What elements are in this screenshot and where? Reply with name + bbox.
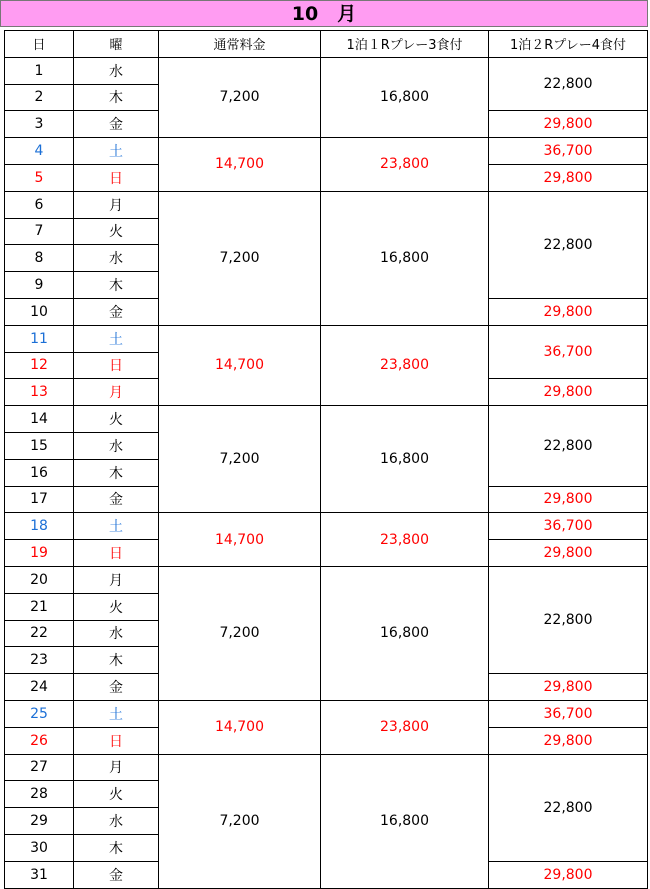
plan2-cell: 29,800: [489, 727, 648, 754]
day-cell: 8: [5, 245, 74, 272]
day-cell: 24: [5, 674, 74, 701]
header-plan-1r: 1泊１Rプレー3食付: [321, 31, 489, 58]
plan2-cell: 22,800: [489, 406, 648, 486]
weekday-cell: 土: [74, 325, 159, 352]
weekday-cell: 土: [74, 513, 159, 540]
day-cell: 27: [5, 754, 74, 781]
header-plan-2r: 1泊２Rプレー4食付: [489, 31, 648, 58]
table-row: [5, 57, 648, 84]
table-row: [5, 406, 648, 433]
normal-rate-cell: 7,200: [159, 566, 321, 700]
day-cell: 19: [5, 540, 74, 567]
plan2-cell: 29,800: [489, 674, 648, 701]
plan1-cell: 23,800: [321, 513, 489, 567]
day-cell: 11: [5, 325, 74, 352]
weekday-cell: 木: [74, 272, 159, 299]
plan2-cell: 22,800: [489, 754, 648, 861]
day-cell: 5: [5, 164, 74, 191]
normal-rate-cell: 14,700: [159, 138, 321, 192]
day-cell: 6: [5, 191, 74, 218]
plan2-cell: 29,800: [489, 164, 648, 191]
plan2-cell: 36,700: [489, 138, 648, 165]
price-table: [4, 30, 648, 889]
normal-rate-cell: 14,700: [159, 700, 321, 754]
table-row: [5, 754, 648, 781]
plan2-cell: 29,800: [489, 486, 648, 513]
day-cell: 30: [5, 834, 74, 861]
plan2-cell: 29,800: [489, 861, 648, 888]
weekday-cell: 月: [74, 379, 159, 406]
weekday-cell: 月: [74, 566, 159, 593]
day-cell: 18: [5, 513, 74, 540]
plan2-cell: 29,800: [489, 540, 648, 567]
day-cell: 25: [5, 700, 74, 727]
day-cell: 9: [5, 272, 74, 299]
day-cell: 16: [5, 459, 74, 486]
plan1-cell: 16,800: [321, 566, 489, 700]
weekday-cell: 金: [74, 486, 159, 513]
day-cell: 22: [5, 620, 74, 647]
plan1-cell: 23,800: [321, 700, 489, 754]
weekday-cell: 火: [74, 593, 159, 620]
weekday-cell: 日: [74, 164, 159, 191]
normal-rate-cell: 7,200: [159, 754, 321, 888]
day-cell: 7: [5, 218, 74, 245]
header-normal-rate: 通常料金: [159, 31, 321, 58]
day-cell: 28: [5, 781, 74, 808]
table-row: [5, 700, 648, 727]
header-weekday: 曜: [74, 31, 159, 58]
weekday-cell: 日: [74, 727, 159, 754]
day-cell: 14: [5, 406, 74, 433]
day-cell: 12: [5, 352, 74, 379]
day-cell: 20: [5, 566, 74, 593]
day-cell: 4: [5, 138, 74, 165]
weekday-cell: 金: [74, 111, 159, 138]
normal-rate-cell: 14,700: [159, 513, 321, 567]
plan2-cell: 22,800: [489, 57, 648, 111]
weekday-cell: 月: [74, 754, 159, 781]
day-cell: 2: [5, 84, 74, 111]
weekday-cell: 月: [74, 191, 159, 218]
weekday-cell: 木: [74, 647, 159, 674]
plan2-cell: 22,800: [489, 191, 648, 298]
plan1-cell: 16,800: [321, 57, 489, 137]
normal-rate-cell: 7,200: [159, 57, 321, 137]
page-title: 10 月: [0, 0, 648, 27]
weekday-cell: 水: [74, 620, 159, 647]
weekday-cell: 金: [74, 861, 159, 888]
weekday-cell: 日: [74, 352, 159, 379]
day-cell: 29: [5, 808, 74, 835]
normal-rate-cell: 7,200: [159, 191, 321, 325]
day-cell: 23: [5, 647, 74, 674]
plan1-cell: 16,800: [321, 406, 489, 513]
day-cell: 17: [5, 486, 74, 513]
weekday-cell: 水: [74, 245, 159, 272]
day-cell: 3: [5, 111, 74, 138]
plan1-cell: 16,800: [321, 754, 489, 888]
day-cell: 13: [5, 379, 74, 406]
weekday-cell: 金: [74, 298, 159, 325]
weekday-cell: 水: [74, 432, 159, 459]
weekday-cell: 木: [74, 459, 159, 486]
plan1-cell: 23,800: [321, 138, 489, 192]
weekday-cell: 土: [74, 700, 159, 727]
day-cell: 15: [5, 432, 74, 459]
weekday-cell: 火: [74, 781, 159, 808]
table-row: [5, 566, 648, 593]
normal-rate-cell: 7,200: [159, 406, 321, 513]
day-cell: 26: [5, 727, 74, 754]
weekday-cell: 火: [74, 406, 159, 433]
plan2-cell: 29,800: [489, 298, 648, 325]
table-row: [5, 325, 648, 352]
plan2-cell: 29,800: [489, 111, 648, 138]
day-cell: 10: [5, 298, 74, 325]
table-row: [5, 138, 648, 165]
day-cell: 21: [5, 593, 74, 620]
plan2-cell: 22,800: [489, 566, 648, 673]
header-day: 日: [5, 31, 74, 58]
plan2-cell: 36,700: [489, 325, 648, 379]
weekday-cell: 金: [74, 674, 159, 701]
table-row: [5, 191, 648, 218]
weekday-cell: 木: [74, 84, 159, 111]
day-cell: 31: [5, 861, 74, 888]
weekday-cell: 水: [74, 808, 159, 835]
weekday-cell: 土: [74, 138, 159, 165]
weekday-cell: 水: [74, 57, 159, 84]
plan2-cell: 36,700: [489, 700, 648, 727]
plan2-cell: 36,700: [489, 513, 648, 540]
table-row: [5, 513, 648, 540]
plan2-cell: 29,800: [489, 379, 648, 406]
weekday-cell: 日: [74, 540, 159, 567]
weekday-cell: 火: [74, 218, 159, 245]
weekday-cell: 木: [74, 834, 159, 861]
normal-rate-cell: 14,700: [159, 325, 321, 405]
table-header-row: [5, 31, 648, 58]
plan1-cell: 16,800: [321, 191, 489, 325]
plan1-cell: 23,800: [321, 325, 489, 405]
day-cell: 1: [5, 57, 74, 84]
